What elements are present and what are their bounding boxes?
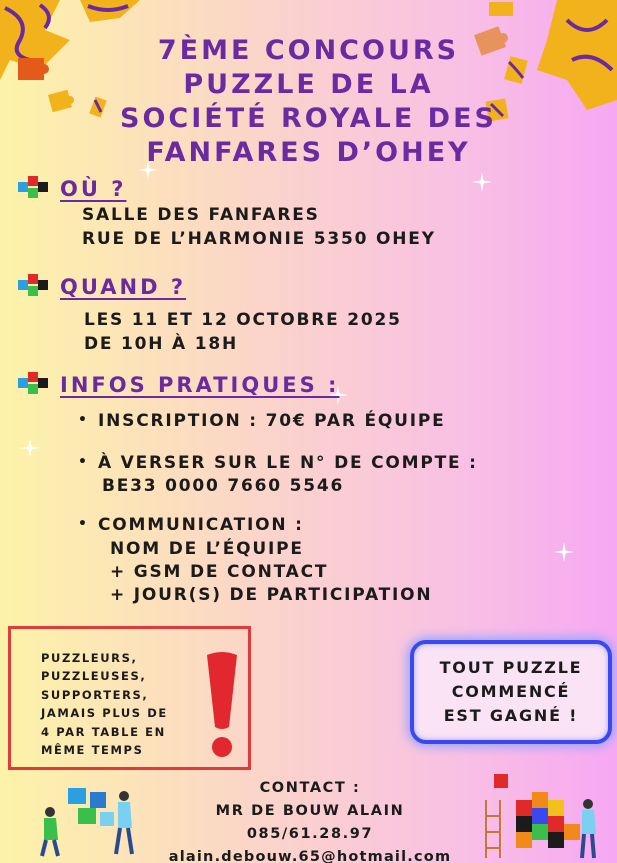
motto-line: TOUT PUZZLE <box>439 658 583 677</box>
where-line: SALLE DES FANFARES <box>82 205 320 225</box>
where-label: OÙ ? <box>60 177 127 201</box>
sparkle-icon <box>472 172 492 192</box>
info-item: • À VERSER SUR LE N° DE COMPTE : <box>98 453 478 473</box>
info-subitem: + JOUR(S) DE PARTICIPATION <box>110 585 433 605</box>
title-line: FANFARES D’OHEY <box>146 137 471 168</box>
warning-box <box>8 626 251 770</box>
contact-phone: 085/61.28.97 <box>246 826 374 842</box>
where-heading <box>16 174 126 204</box>
people-puzzle-illustration-left <box>38 778 138 858</box>
when-label: QUAND ? <box>60 275 187 299</box>
info-heading <box>16 370 339 400</box>
contact-block <box>140 777 480 863</box>
title-line: SOCIÉTÉ ROYALE DES <box>120 103 497 134</box>
contact-heading: CONTACT : <box>259 780 361 796</box>
contact-name: MR DE BOUW ALAIN <box>215 803 405 819</box>
warning-line: JAMAIS PLUS DE <box>41 706 168 721</box>
puzzle-pieces-icon <box>16 174 52 204</box>
title-line: 7ÈME CONCOURS <box>157 35 460 66</box>
info-item: • COMMUNICATION : <box>98 515 304 535</box>
warning-line: SUPPORTERS, <box>41 687 149 702</box>
info-label: INFOS PRATIQUES : <box>60 373 340 397</box>
puzzle-pieces-icon <box>16 370 52 400</box>
info-subitem: NOM DE L’ÉQUIPE <box>110 539 304 559</box>
contact-email: alain.debouw.65@hotmail.com <box>168 849 452 863</box>
warning-line: MÊME TEMPS <box>41 743 144 758</box>
sparkle-icon <box>554 542 574 562</box>
motto-line: COMMENCÉ <box>451 682 571 701</box>
puzzle-pieces-icon <box>16 272 52 302</box>
where-line: RUE DE L’HARMONIE 5350 OHEY <box>82 229 436 249</box>
account-number: BE33 0000 7660 5546 <box>102 476 345 496</box>
people-puzzle-illustration-right <box>476 770 606 860</box>
motto-box <box>410 640 612 744</box>
warning-line: PUZZLEUSES, <box>41 669 147 684</box>
when-heading <box>16 272 186 302</box>
warning-line: 4 PAR TABLE EN <box>41 724 166 739</box>
when-line: LES 11 ET 12 OCTOBRE 2025 <box>84 310 402 330</box>
exclamation-icon <box>199 651 245 761</box>
when-line: DE 10H À 18H <box>84 334 239 354</box>
info-item: • INSCRIPTION : 70€ PAR ÉQUIPE <box>98 411 446 431</box>
sparkle-icon <box>20 438 40 458</box>
title-line: PUZZLE DE LA <box>183 69 434 100</box>
poster-title <box>0 34 617 170</box>
warning-text <box>41 649 168 759</box>
info-subitem: + GSM DE CONTACT <box>110 562 329 582</box>
motto-line: EST GAGNÉ ! <box>443 706 579 725</box>
warning-line: PUZZLEURS, <box>41 651 138 665</box>
